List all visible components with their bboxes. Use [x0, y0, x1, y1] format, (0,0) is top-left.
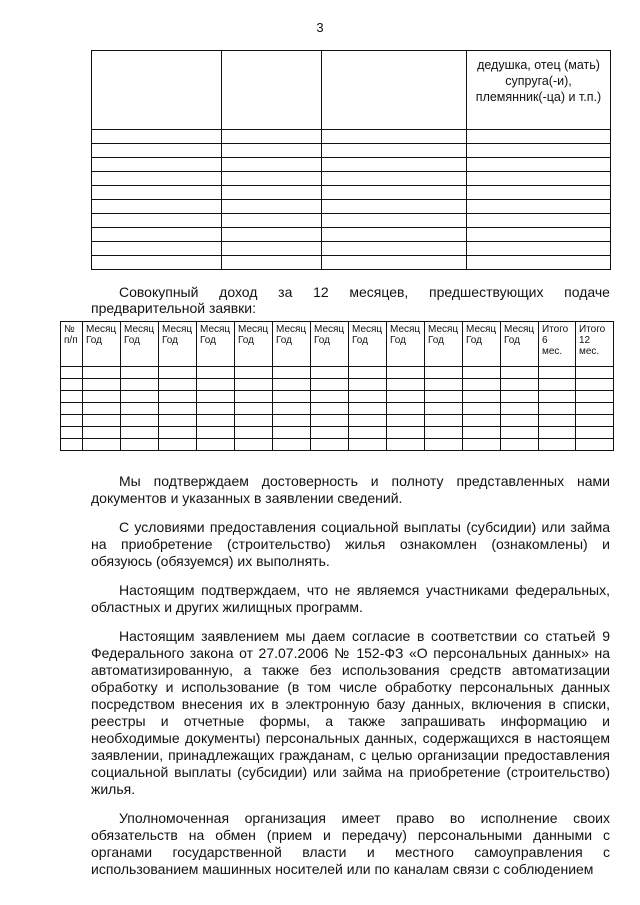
- table-cell: [539, 427, 576, 439]
- table-cell: [273, 439, 311, 451]
- table-cell: [83, 379, 121, 391]
- table-cell: [463, 379, 501, 391]
- income-header-line: Месяц: [314, 324, 345, 335]
- income-table-header-row: [61, 322, 614, 367]
- table-cell: [425, 367, 463, 379]
- paragraph-programs: Настоящим подтверждаем, что не являемся участниками федеральных, областных и других жилищных программ.: [91, 582, 610, 615]
- relation-header-line: супруга(-и),: [505, 74, 572, 88]
- income-header-line: Месяц: [276, 324, 307, 335]
- income-header-line: Месяц: [86, 324, 117, 335]
- income-header-line: Месяц: [466, 324, 497, 335]
- table-cell: [222, 172, 322, 186]
- table-cell: [387, 439, 425, 451]
- table-cell: [222, 51, 322, 130]
- table-cell: [222, 242, 322, 256]
- table-cell: [576, 403, 614, 415]
- table-cell: [83, 415, 121, 427]
- table-cell: [467, 200, 611, 214]
- table-cell: [222, 144, 322, 158]
- table-cell: [121, 379, 159, 391]
- table-cell: [92, 172, 222, 186]
- intro-word: предшествующих: [429, 284, 544, 300]
- table-cell: [467, 158, 611, 172]
- table-cell: [197, 439, 235, 451]
- table-cell: [273, 391, 311, 403]
- table-row: [92, 200, 611, 214]
- intro-word: 12: [313, 284, 329, 300]
- table-cell: [463, 391, 501, 403]
- table-cell: [501, 367, 539, 379]
- income-header-line: Год: [86, 335, 102, 346]
- table-cell: [463, 367, 501, 379]
- table-cell: [311, 403, 349, 415]
- table-cell: [121, 439, 159, 451]
- table-cell: [467, 242, 611, 256]
- intro-word: доход: [219, 284, 258, 300]
- table-cell: [576, 367, 614, 379]
- table-cell: [322, 256, 467, 270]
- table-cell: [463, 427, 501, 439]
- table-cell: [121, 367, 159, 379]
- table-cell: [61, 415, 83, 427]
- table-cell: [273, 379, 311, 391]
- income-header-line: Год: [504, 335, 520, 346]
- table-cell: [92, 130, 222, 144]
- income-header-line: Год: [200, 335, 216, 346]
- table-cell: [273, 415, 311, 427]
- table-cell: [539, 379, 576, 391]
- table-cell: [387, 415, 425, 427]
- table-cell: [463, 439, 501, 451]
- table-cell: [235, 367, 273, 379]
- table-cell: [311, 427, 349, 439]
- income-header-cell: [159, 322, 197, 367]
- table-cell: [576, 439, 614, 451]
- table-cell: [159, 439, 197, 451]
- table-cell: [322, 200, 467, 214]
- table-cell: [235, 379, 273, 391]
- table-cell: [61, 439, 83, 451]
- table-cell: [83, 367, 121, 379]
- income-header-line: мес.: [542, 346, 563, 357]
- table-cell: [197, 427, 235, 439]
- table-cell: [235, 391, 273, 403]
- table-cell: [576, 379, 614, 391]
- income-header-cell: [576, 322, 614, 367]
- table-cell: [197, 403, 235, 415]
- table-cell: [222, 214, 322, 228]
- income-header-line: Год: [314, 335, 330, 346]
- table-cell: [322, 214, 467, 228]
- table-cell: [222, 130, 322, 144]
- income-header-line: Месяц: [200, 324, 231, 335]
- income-header-cell: [463, 322, 501, 367]
- income-header-line: п/п: [64, 335, 78, 346]
- table-row: [92, 144, 611, 158]
- statement-text: [91, 473, 610, 890]
- table-cell: [235, 427, 273, 439]
- table-cell: [539, 439, 576, 451]
- table-cell: [322, 242, 467, 256]
- table-row: [61, 367, 614, 379]
- table-cell: [159, 367, 197, 379]
- income-header-line: Месяц: [390, 324, 421, 335]
- table-row: [61, 403, 614, 415]
- table-cell: [121, 403, 159, 415]
- table-cell: [197, 391, 235, 403]
- table-cell: [83, 403, 121, 415]
- table-cell: [322, 144, 467, 158]
- income-header-line: Месяц: [162, 324, 193, 335]
- page-number: 3: [316, 20, 324, 35]
- table-cell: [467, 172, 611, 186]
- table-cell: [322, 51, 467, 130]
- income-header-line: Месяц: [352, 324, 383, 335]
- table-row: [92, 130, 611, 144]
- table-cell: [159, 427, 197, 439]
- table-cell: [197, 415, 235, 427]
- table-cell: [576, 391, 614, 403]
- income-header-cell: [387, 322, 425, 367]
- table-row: [92, 242, 611, 256]
- table-cell: [235, 415, 273, 427]
- income-header-line: Итого: [579, 324, 606, 335]
- income-header-line: Итого: [542, 324, 569, 335]
- table-cell: [501, 391, 539, 403]
- table-cell: [467, 186, 611, 200]
- intro-word: подаче: [564, 284, 610, 300]
- table-cell: [61, 367, 83, 379]
- income-header-cell: [83, 322, 121, 367]
- table-cell: [159, 415, 197, 427]
- table-cell: [197, 367, 235, 379]
- table-cell: [83, 427, 121, 439]
- table-cell: [222, 256, 322, 270]
- table-cell: [311, 367, 349, 379]
- table-cell: [322, 228, 467, 242]
- table-cell: [159, 379, 197, 391]
- table-cell: [83, 439, 121, 451]
- table-cell: [463, 403, 501, 415]
- table-cell: [425, 379, 463, 391]
- table-cell: [235, 439, 273, 451]
- income-header-line: Год: [390, 335, 406, 346]
- table-cell: [322, 158, 467, 172]
- table-cell: [349, 439, 387, 451]
- paragraph-consent: Настоящим заявлением мы даем согласие в соответствии со статьей 9 Федерального закона от 27.07.2006 № 152-ФЗ «О персональных данных» на автоматизированную, а также без использования средств автоматизации обработку и использование (в том числе обработку персональных данных посредством внесения их в электронную базу данных, включения в списки, реестры и отчетные формы, а также запрашивать информацию и необходимые документы) персональных данных, содержащихся в настоящем заявлении, принадлежащих гражданам, с целью организации предоставления социальной выплаты (субсидии) или займа на приобретение (строительство) жилья.: [91, 628, 610, 797]
- table-cell: [222, 158, 322, 172]
- table-cell: [222, 200, 322, 214]
- income-header-line: Год: [276, 335, 292, 346]
- table-cell: [92, 256, 222, 270]
- table-cell: [387, 427, 425, 439]
- table-cell: [501, 403, 539, 415]
- table-cell: [311, 379, 349, 391]
- table-cell: [92, 242, 222, 256]
- table-cell: [425, 391, 463, 403]
- table-row: [92, 214, 611, 228]
- income-header-cell: [539, 322, 576, 367]
- table-cell: [311, 415, 349, 427]
- table-cell: [92, 200, 222, 214]
- income-header-line: мес.: [579, 346, 600, 357]
- table-row: [92, 172, 611, 186]
- table-cell: [92, 186, 222, 200]
- table-row: [92, 256, 611, 270]
- intro-word: Совокупный: [119, 284, 199, 300]
- table-cell: [349, 415, 387, 427]
- income-header-line: Год: [428, 335, 444, 346]
- income-header-line: Год: [352, 335, 368, 346]
- income-header-cell: [349, 322, 387, 367]
- relatives-table: [91, 50, 611, 270]
- income-header-line: Месяц: [428, 324, 459, 335]
- table-cell: [576, 427, 614, 439]
- table-cell: [159, 391, 197, 403]
- paragraph-authorized-org: Уполномоченная организация имеет право во исполнение своих обязательств на обмен (прием и передачу) персональными данными с органами государственной власти и местного самоуправления с использованием машинных носителей или по каналам связи с соблюдением: [91, 810, 610, 877]
- table-row: [61, 427, 614, 439]
- table-cell: [159, 403, 197, 415]
- table-cell: [387, 391, 425, 403]
- income-header-line: Год: [466, 335, 482, 346]
- table-cell: [467, 214, 611, 228]
- income-header-line: Год: [238, 335, 254, 346]
- table-row: [61, 391, 614, 403]
- table-cell: [222, 228, 322, 242]
- table-cell: [273, 427, 311, 439]
- income-intro-line1: [91, 284, 610, 300]
- intro-word: месяцев,: [349, 284, 409, 300]
- table-row: [92, 186, 611, 200]
- income-header-line: №: [64, 324, 75, 335]
- table-cell: [539, 415, 576, 427]
- table-cell: [501, 427, 539, 439]
- table-cell: [92, 51, 222, 130]
- table-cell: [197, 379, 235, 391]
- table-cell: [387, 379, 425, 391]
- table-cell: [463, 415, 501, 427]
- table-cell: [467, 228, 611, 242]
- table-cell: [322, 172, 467, 186]
- table-cell: [92, 144, 222, 158]
- table-cell: [349, 379, 387, 391]
- table-cell: [92, 214, 222, 228]
- table-cell: [349, 403, 387, 415]
- intro-word: за: [278, 284, 293, 300]
- table-cell: [121, 415, 159, 427]
- table-row: [61, 439, 614, 451]
- income-header-line: Год: [124, 335, 140, 346]
- table-cell: [501, 415, 539, 427]
- table-cell: [121, 391, 159, 403]
- paragraph-accuracy: Мы подтверждаем достоверность и полноту представленных нами документов и указанных в заявлении сведений.: [91, 473, 610, 506]
- table-cell: [83, 391, 121, 403]
- relation-header-line: племянник(-ца) и т.п.): [475, 90, 602, 104]
- income-header-cell: [273, 322, 311, 367]
- table-row: [92, 158, 611, 172]
- table-cell: [349, 427, 387, 439]
- income-intro-line2: предварительной заявки:: [91, 300, 257, 316]
- income-table: [60, 321, 614, 451]
- table-cell: [273, 367, 311, 379]
- income-header-cell: [501, 322, 539, 367]
- table-cell: [501, 379, 539, 391]
- table-cell: [539, 403, 576, 415]
- table-cell: [501, 439, 539, 451]
- income-header-cell: [425, 322, 463, 367]
- table-cell: [539, 367, 576, 379]
- income-header-cell: [235, 322, 273, 367]
- table-cell: [425, 427, 463, 439]
- table-cell: [387, 367, 425, 379]
- table-cell: [61, 427, 83, 439]
- table-cell: [61, 391, 83, 403]
- table-cell: [273, 403, 311, 415]
- relation-header-line: дедушка, отец (мать): [477, 58, 600, 72]
- table-cell: [322, 186, 467, 200]
- table-cell: [222, 186, 322, 200]
- table-row: [92, 228, 611, 242]
- income-header-line: Месяц: [124, 324, 155, 335]
- table-cell: [467, 144, 611, 158]
- table-cell: [121, 427, 159, 439]
- income-header-line: Год: [162, 335, 178, 346]
- income-intro: [91, 284, 610, 316]
- relation-header-cell: [467, 51, 611, 130]
- table-cell: [425, 415, 463, 427]
- table-cell: [467, 256, 611, 270]
- table-cell: [92, 228, 222, 242]
- income-header-cell: [197, 322, 235, 367]
- table-cell: [311, 391, 349, 403]
- income-header-line: 12: [579, 335, 591, 346]
- relatives-table-header-row: [92, 51, 611, 130]
- income-header-line: Месяц: [238, 324, 269, 335]
- table-cell: [235, 403, 273, 415]
- income-header-cell: [121, 322, 159, 367]
- table-cell: [425, 403, 463, 415]
- table-cell: [387, 403, 425, 415]
- table-cell: [349, 391, 387, 403]
- income-header-cell: [61, 322, 83, 367]
- table-row: [61, 379, 614, 391]
- table-cell: [425, 439, 463, 451]
- table-cell: [539, 391, 576, 403]
- table-row: [61, 415, 614, 427]
- paragraph-conditions: С условиями предоставления социальной выплаты (субсидии) или займа на приобретение (строительство) жилья ознакомлен (ознакомлены) и обязуюсь (обязуемся) их выполнять.: [91, 519, 610, 569]
- table-cell: [467, 130, 611, 144]
- table-cell: [92, 158, 222, 172]
- table-cell: [61, 379, 83, 391]
- table-cell: [322, 130, 467, 144]
- table-cell: [61, 403, 83, 415]
- income-header-line: Месяц: [504, 324, 535, 335]
- table-cell: [311, 439, 349, 451]
- table-cell: [576, 415, 614, 427]
- table-cell: [349, 367, 387, 379]
- income-header-cell: [311, 322, 349, 367]
- income-header-line: 6: [542, 335, 548, 346]
